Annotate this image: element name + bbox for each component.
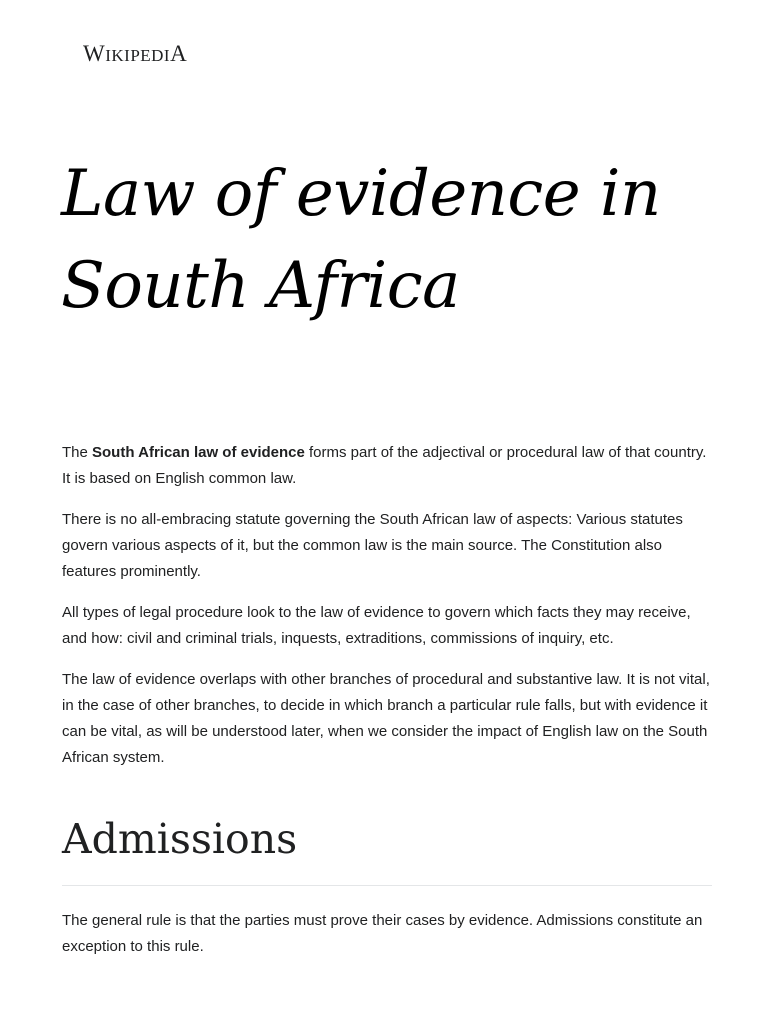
wikipedia-logo[interactable]: [83, 42, 187, 65]
admissions-paragraph-1: The general rule is that the parties must prove their cases by evidence. Admissions constitute an exception to this rule.: [62, 912, 703, 955]
page-title: Law of evidence in South Africa: [61, 157, 661, 323]
intro-paragraph-1: [62, 440, 712, 492]
intro-paragraph-4: The law of evidence overlaps with other branches of procedural and substantive law. It is not vital, in the case of other branches, to decide in which branch a particular rule falls, but with evidence it can be vital, as will be understood later, when we consider the impact of English law on the South African system.: [62, 671, 710, 766]
logo-letters-ikipedi: IKIPEDI: [105, 46, 171, 65]
intro-paragraph-3: All types of legal procedure look to the law of evidence to govern which facts they may receive, and how: civil and criminal trials, inquests, extraditions, commissions of inquiry, etc.: [62, 604, 691, 647]
logo-letter-w: W: [83, 41, 106, 66]
article-body: [62, 440, 712, 975]
intro-p1-bold-term: South African law of evidence: [92, 444, 305, 461]
section-heading-admissions: Admissions: [62, 811, 712, 886]
intro-p1-prefix: The: [62, 444, 93, 461]
intro-p1-suffix: forms part of the adjectival or procedural law of that country. It is based on English common law.: [62, 444, 707, 487]
intro-paragraph-2: There is no all-embracing statute governing the South African law of aspects: Various statutes govern various aspects of it, but the common law is the main source. The Constitution also features prominently.: [62, 511, 683, 580]
logo-letter-a: A: [170, 41, 188, 66]
